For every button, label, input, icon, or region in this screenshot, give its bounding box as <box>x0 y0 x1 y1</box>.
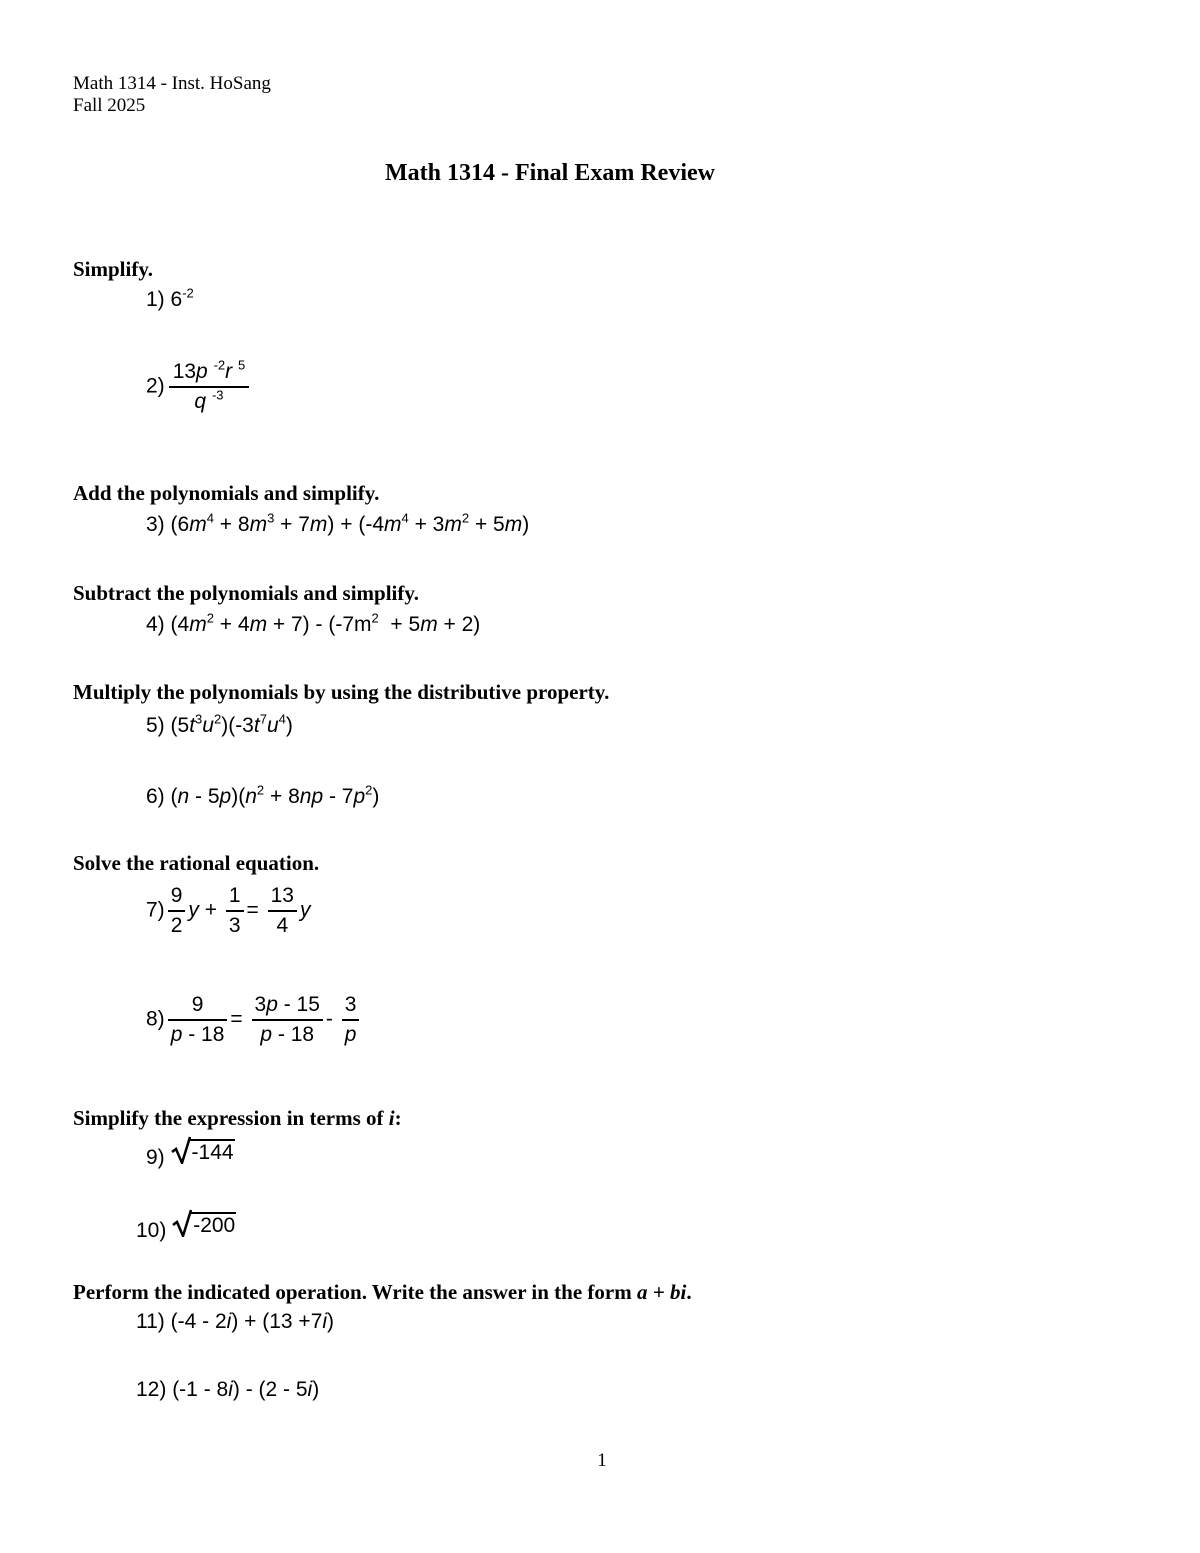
problem-8: 8) $\frac{9}{p - 18}$ = $\frac{3p - 15}{p - 18}$ - $\frac{3}{p}$ <box>146 993 362 1047</box>
section-heading-complex: Perform the indicated operation. Write the answer in the form a + bi. <box>73 1280 692 1304</box>
problem-12: 12) (-1 - 8i) - (2 - 5i) <box>136 1378 320 1401</box>
radical-sign-icon <box>171 1136 191 1164</box>
problem-5: 5) $(5t^3u^2)(-3t^7u^4)$ <box>146 711 293 737</box>
radical-expression: -144 <box>171 1136 235 1164</box>
problem-9 <box>146 1136 235 1170</box>
problem-4: 4) $(4m^2 + 4m + 7) - (-7m^2 + 5m + 2)$ <box>146 610 481 636</box>
problem-6: 6) $(n - 5p)(n^2 + 8np - 7p^2)$ <box>146 782 380 808</box>
problem-3: 3) $(6m^4 + 8m^3 + 7m) + (-4m^4 + 3m^2 + 5m)$ <box>146 510 530 536</box>
problem-10 <box>136 1209 236 1243</box>
section-heading-subtract: Subtract the polynomials and simplify. <box>73 581 419 605</box>
radical-expression: -200 <box>172 1209 236 1237</box>
problem-number: 11) <box>136 1310 165 1333</box>
problem-number: 12) <box>136 1378 167 1401</box>
page-title: Math 1314 - Final Exam Review <box>385 160 715 186</box>
radical-sign-icon <box>172 1209 192 1237</box>
problem-number: 8) <box>146 1007 165 1031</box>
problem-number: 1) <box>146 288 165 311</box>
problem-number: 7) <box>146 898 165 922</box>
problem-number: 2) <box>146 374 165 398</box>
problem-number: 10) <box>136 1219 167 1242</box>
problem-number: 4) <box>146 613 165 636</box>
section-heading-add: Add the polynomials and simplify. <box>73 481 380 505</box>
section-heading-imaginary: Simplify the expression in terms of i: <box>73 1106 402 1130</box>
problem-number: 6) <box>146 785 165 808</box>
problem-number: 9) <box>146 1146 165 1169</box>
problem-number: 3) <box>146 513 165 536</box>
course-line: Math 1314 - Inst. HoSang <box>73 73 271 94</box>
section-heading-simplify: Simplify. <box>73 257 153 281</box>
problem-number: 5) <box>146 714 165 737</box>
problem-7: 7) $\frac{9}{2}$ y + $\frac{1}{3}$ = $\frac{13}{4}$ y <box>146 884 311 937</box>
problem-1: 1) $6^{-2}$ <box>146 285 194 311</box>
page-number: 1 <box>597 1450 607 1471</box>
problem-2: 2) $\frac{13p ^{-2}r ^5}{q ^{-3}}$ <box>146 360 252 414</box>
problem-11: 11) (-4 - 2i) + (13 +7i) <box>136 1310 335 1333</box>
section-heading-multiply: Multiply the polynomials by using the distributive property. <box>73 680 610 704</box>
term-line: Fall 2025 <box>73 95 146 116</box>
section-heading-rational: Solve the rational equation. <box>73 851 320 875</box>
